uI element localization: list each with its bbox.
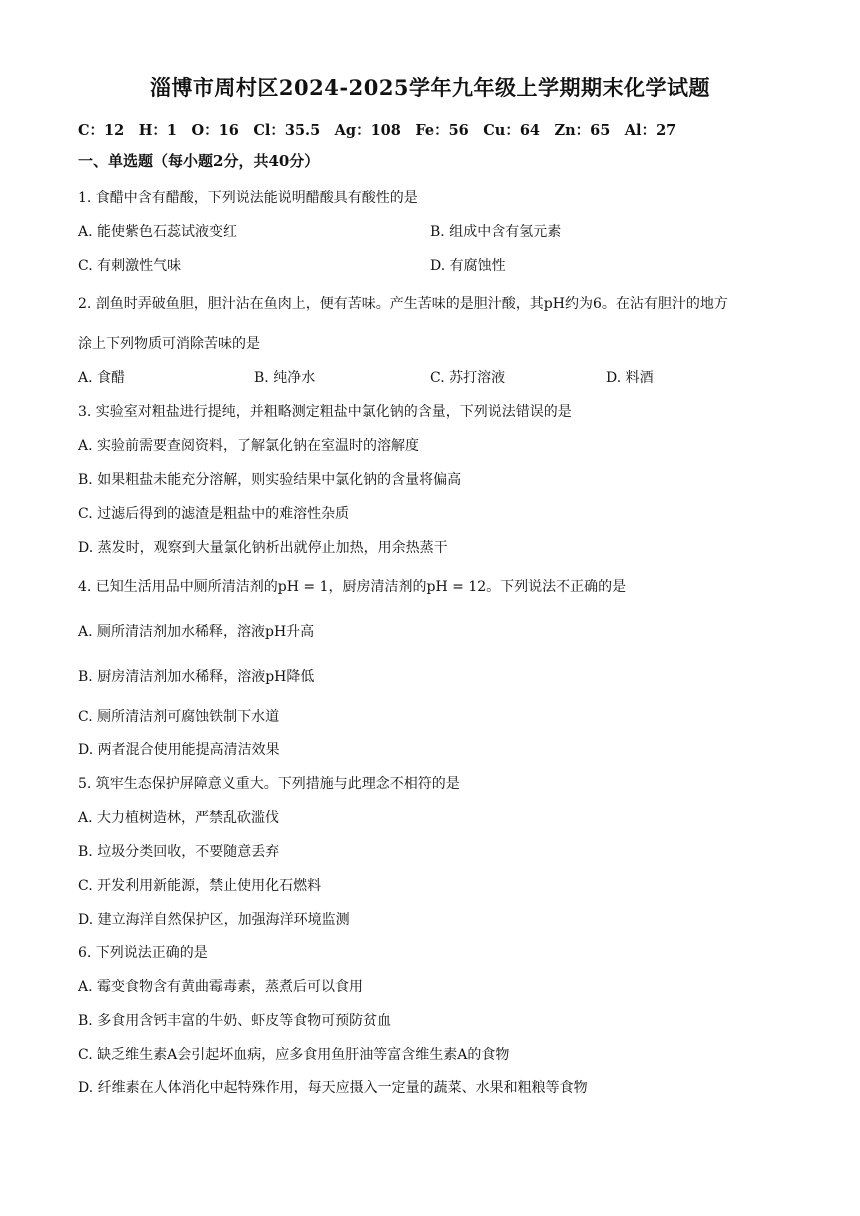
option-c: C. 缺乏维生素A会引起坏血病，应多食用鱼肝油等富含维生素A的食物 (78, 1047, 510, 1063)
option-d: D. 纤维素在人体消化中起特殊作用，每天应摄入一定量的蔬菜、水果和粗粮等食物 (78, 1080, 588, 1096)
option-a: A. 能使紫色石蕊试液变红 (78, 224, 238, 240)
option-c: C. 有刺激性气味 (78, 258, 182, 274)
option-d: D. 料酒 (606, 370, 654, 386)
question-stem: 1. 食醋中含有醋酸，下列说法能说明醋酸具有酸性的是 (78, 190, 418, 206)
option-b: B. 多食用含钙丰富的牛奶、虾皮等食物可预防贫血 (78, 1013, 392, 1029)
option-d: D. 有腐蚀性 (430, 258, 506, 274)
option-d: D. 蒸发时，观察到大量氯化钠析出就停止加热，用余热蒸干 (78, 540, 448, 556)
option-c: C. 苏打溶液 (430, 370, 506, 386)
section-heading: 一、单选题（每小题2分，共40分） (78, 152, 320, 170)
option-d: D. 两者混合使用能提高清洁效果 (78, 742, 280, 758)
option-a: A. 食醋 (78, 370, 126, 386)
question-stem-continued: 涂上下列物质可消除苦味的是 (78, 336, 260, 352)
question-stem: 6. 下列说法正确的是 (78, 945, 208, 961)
option-b: B. 厨房清洁剂加水稀释，溶液pH降低 (78, 669, 315, 685)
exam-title: 淄博市周村区2024-2025学年九年级上学期期末化学试题 (149, 75, 711, 100)
option-b: B. 组成中含有氢元素 (430, 224, 562, 240)
option-a: A. 实验前需要查阅资料，了解氯化钠在室温时的溶解度 (78, 438, 420, 454)
option-c: C. 过滤后得到的滤渣是粗盐中的难溶性杂质 (78, 506, 350, 522)
option-a: A. 霉变食物含有黄曲霉毒素，蒸煮后可以食用 (78, 979, 364, 995)
option-b: B. 如果粗盐未能充分溶解，则实验结果中氯化钠的含量将偏高 (78, 472, 462, 488)
option-c: C. 厕所清洁剂可腐蚀铁制下水道 (78, 709, 280, 725)
question-stem: 2. 剖鱼时弄破鱼胆，胆汁沾在鱼肉上，便有苦味。产生苦味的是胆汁酸，其pH约为6。在沾有胆汁的地方 (78, 296, 728, 312)
question-stem: 3. 实验室对粗盐进行提纯，并粗略测定粗盐中氯化钠的含量，下列说法错误的是 (78, 404, 572, 420)
option-b: B. 垃圾分类回收，不要随意丢弃 (78, 844, 280, 860)
option-c: C. 开发利用新能源，禁止使用化石燃料 (78, 878, 322, 894)
option-a: A. 厕所清洁剂加水稀释，溶液pH升高 (78, 624, 315, 640)
option-b: B. 纯净水 (254, 370, 316, 386)
question-stem: 5. 筑牢生态保护屏障意义重大。下列措施与此理念不相符的是 (78, 776, 460, 792)
option-d: D. 建立海洋自然保护区，加强海洋环境监测 (78, 912, 350, 928)
relative-atomic-masses: C：12 H：1 O：16 Cl：35.5 Ag：108 Fe：56 Cu：64 Zn：65 Al：27 (78, 122, 677, 139)
question-stem: 4. 已知生活用品中厕所清洁剂的pH = 1，厨房清洁剂的pH = 12。下列说法不正确的是 (78, 579, 627, 595)
option-a: A. 大力植树造林，严禁乱砍滥伐 (78, 810, 280, 826)
